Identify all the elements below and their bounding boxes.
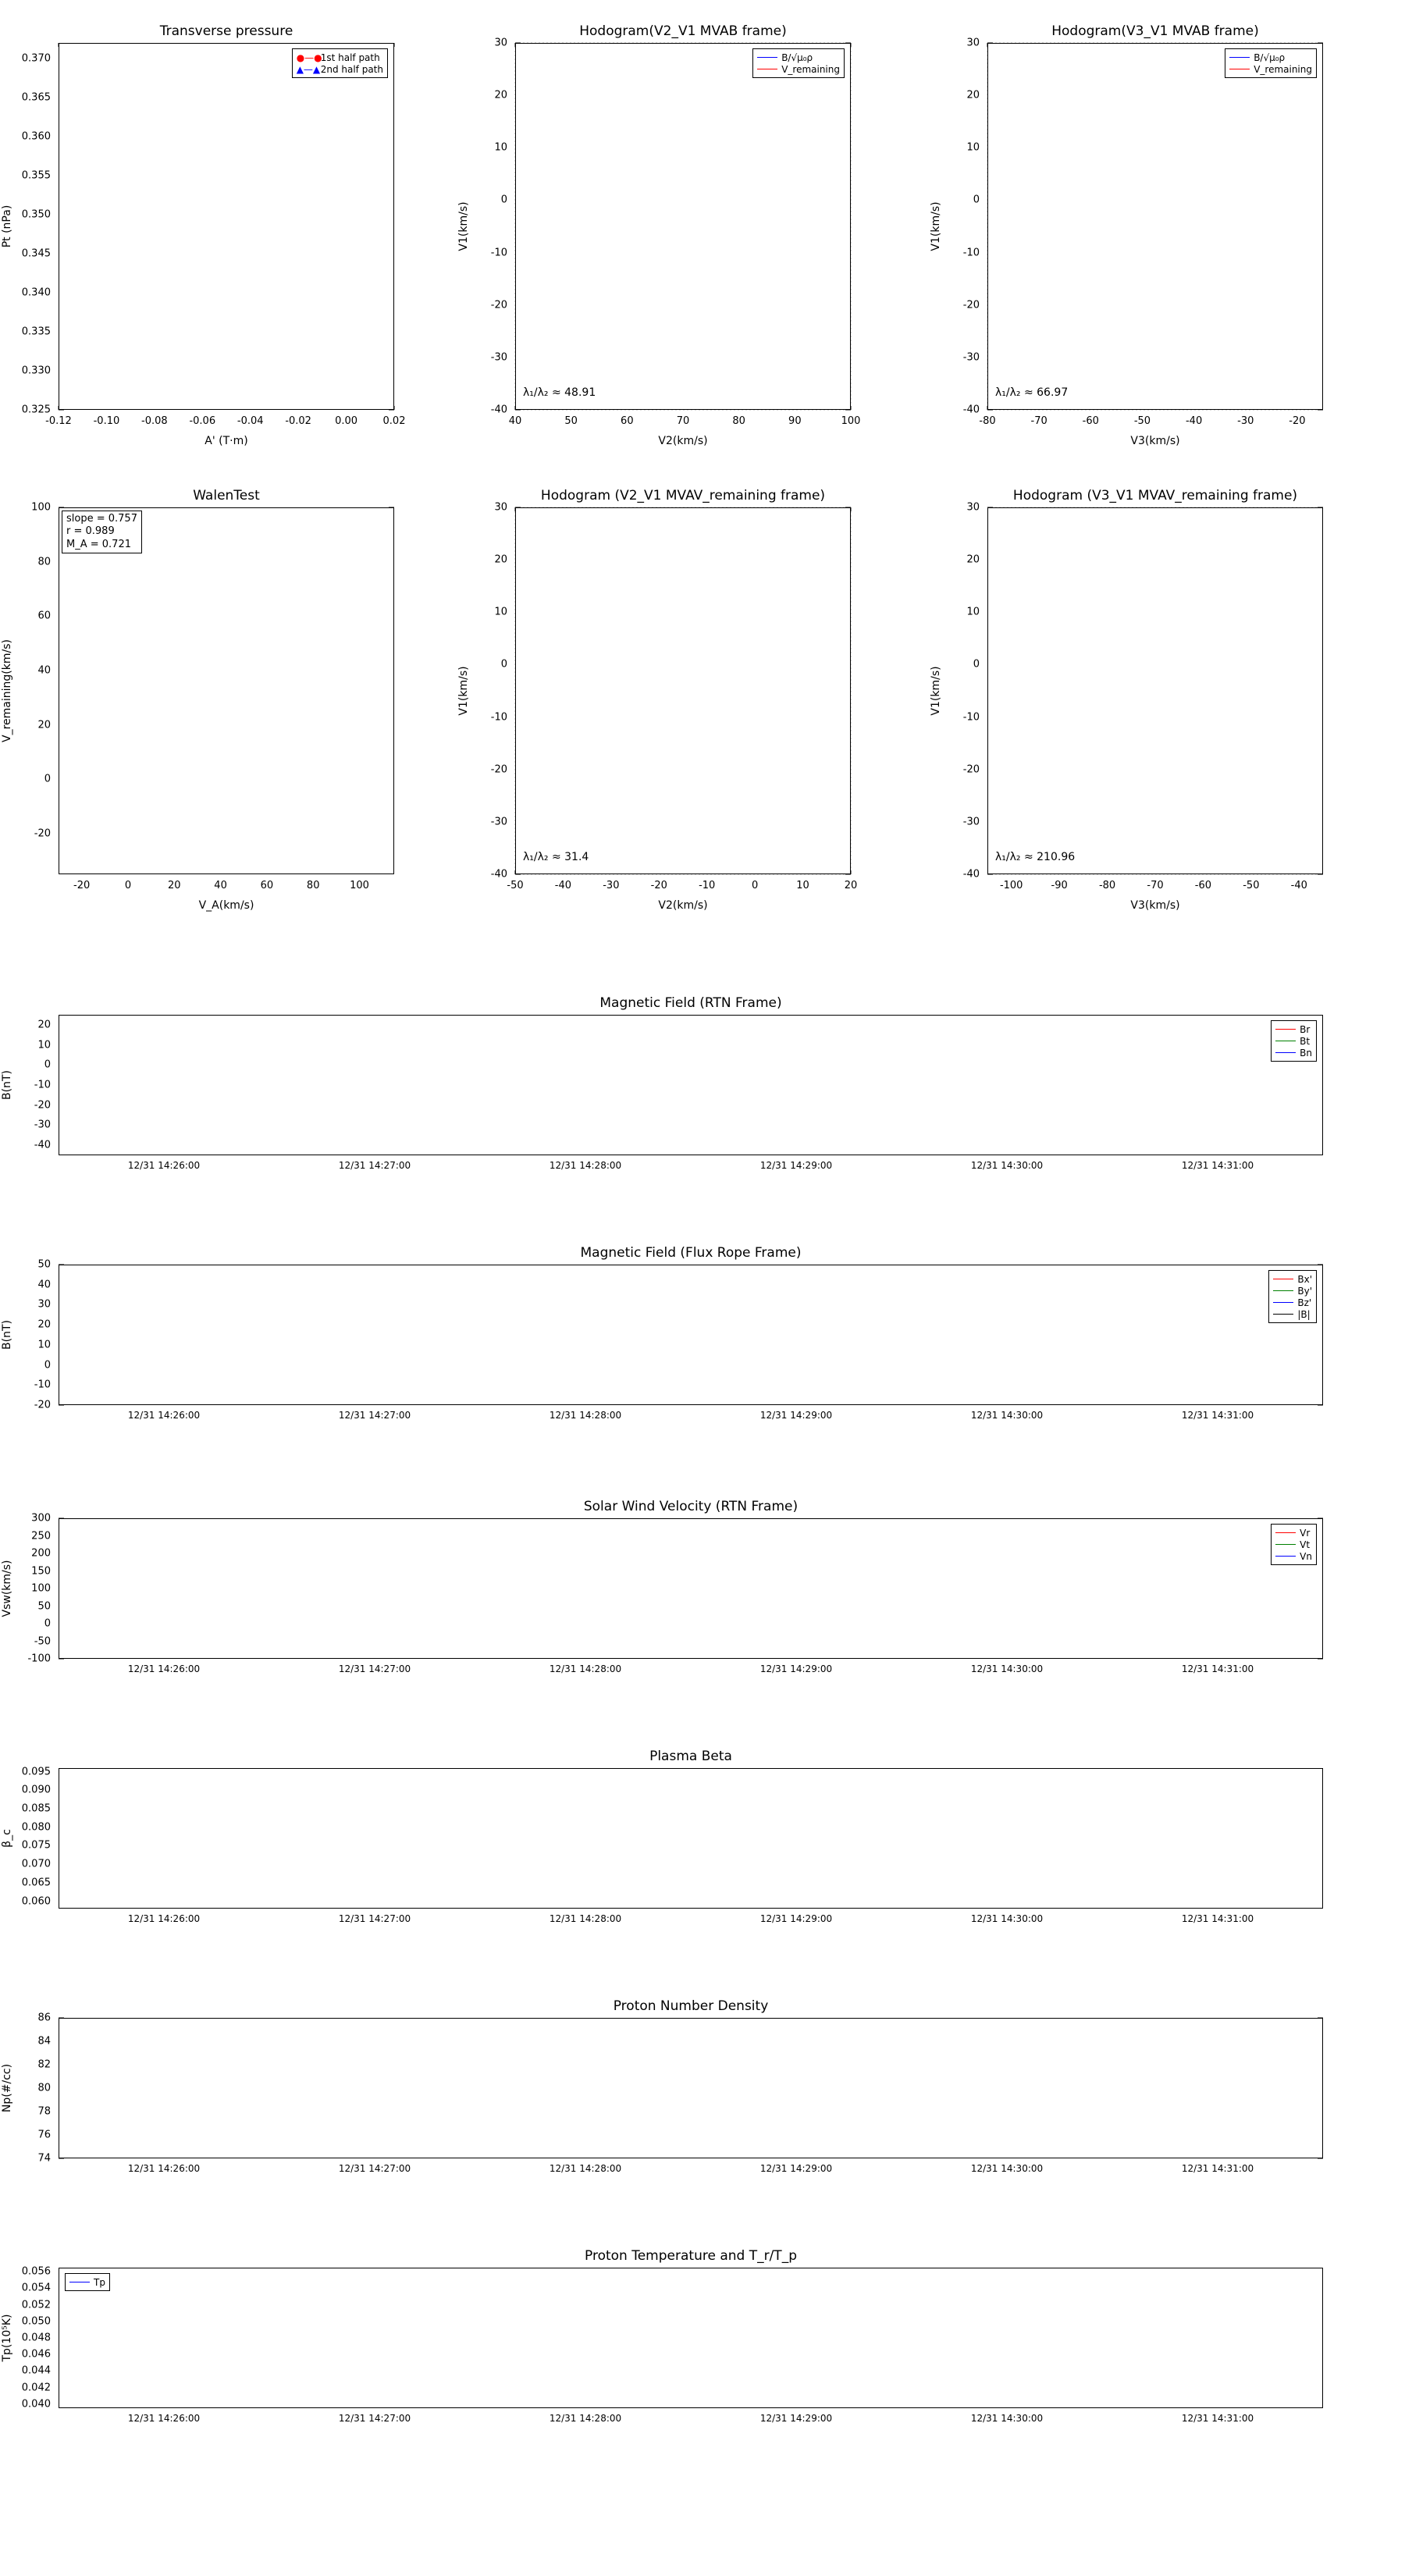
xtick-plasma-beta-2: 12/31 14:28:00 [549,1913,622,1924]
xtick-magnetic-field-fluxrope-4: 12/31 14:30:00 [970,1410,1044,1421]
stats-line: M_A = 0.721 [66,538,131,550]
legend-swatch: ▲—▲ [296,63,321,75]
chart-title-walen-test: WalenTest [193,488,260,503]
ytick-hodogram-v3v1-mvab-4: 0 [973,194,980,206]
legend-solar-wind-velocity[interactable] [1271,1524,1317,1565]
xtick-hodogram-v3v1-mvab-0: -80 [979,415,996,427]
ytick-hodogram-v2v1-mvav-4: 0 [500,658,507,671]
ytick-plasma-beta-2: 0.070 [21,1858,51,1870]
xtick-solar-wind-velocity-3: 12/31 14:29:00 [759,1663,833,1674]
ytick-transverse-pressure-0: 0.325 [21,404,51,416]
xtick-hodogram-v3v1-mvab-3: -50 [1133,415,1151,427]
xtick-magnetic-field-fluxrope-5: 12/31 14:31:00 [1181,1410,1254,1421]
legend-swatch [1275,1052,1296,1053]
legend-magnetic-field-fluxrope[interactable] [1268,1270,1317,1323]
ylabel-solar-wind-velocity: Vsw(km/s) [1,1560,13,1617]
ylabel-magnetic-field-rtn: B(nT) [1,1070,13,1100]
xtick-hodogram-v2v1-mvav-0: -50 [507,880,524,891]
ytick-solar-wind-velocity-8: 300 [31,1512,51,1525]
xlabel-hodogram-v2v1-mvav: V2(km/s) [658,899,708,912]
ytick-transverse-pressure-6: 0.355 [21,169,51,182]
axes-proton-temperature [59,2248,1323,2408]
ytick-proton-temperature-2: 0.044 [21,2364,51,2377]
ylabel-walen-test: V_remaining(km/s) [1,639,13,742]
xtick-transverse-pressure-4: -0.04 [237,415,264,427]
xtick-walen-test-2: 20 [167,880,181,891]
axes-magnetic-field-rtn [59,995,1323,1155]
ytick-hodogram-v2v1-mvab-5: 10 [494,141,507,154]
xtick-solar-wind-velocity-4: 12/31 14:30:00 [970,1663,1044,1674]
ylabel-transverse-pressure: Pt (nPa) [1,205,13,248]
xtick-hodogram-v3v1-mvab-1: -70 [1030,415,1048,427]
xtick-hodogram-v2v1-mvab-2: 60 [621,415,634,427]
legend-label: Bz' [1297,1297,1312,1308]
ytick-plasma-beta-4: 0.080 [21,1821,51,1834]
xtick-hodogram-v2v1-mvav-3: -20 [650,880,667,891]
xtick-transverse-pressure-6: 0.00 [335,415,358,427]
xtick-proton-temperature-0: 12/31 14:26:00 [127,2413,201,2424]
axes-plasma-beta [59,1749,1323,1909]
stats-box-walen-test [62,511,142,553]
chart-title-hodogram-v2v1-mvab: Hodogram(V2_V1 MVAB frame) [579,23,787,39]
xtick-hodogram-v2v1-mvab-5: 90 [788,415,802,427]
xlabel-transverse-pressure: A' (T·m) [205,435,248,447]
xtick-hodogram-v3v1-mvav-4: -60 [1194,880,1212,891]
xtick-proton-number-density-1: 12/31 14:27:00 [338,2163,411,2174]
xtick-hodogram-v3v1-mvav-3: -70 [1147,880,1164,891]
xtick-hodogram-v3v1-mvav-0: -100 [999,880,1023,891]
axes-solar-wind-velocity [59,1499,1323,1659]
xtick-hodogram-v2v1-mvav-7: 20 [844,880,858,891]
annotation-hodogram-v3v1-mvav: λ₁/λ₂ ≈ 210.96 [995,851,1076,863]
xtick-plasma-beta-5: 12/31 14:31:00 [1181,1913,1254,1924]
xtick-solar-wind-velocity-2: 12/31 14:28:00 [549,1663,622,1674]
ytick-hodogram-v2v1-mvav-7: 30 [494,501,507,514]
legend-hodogram-v2v1-mvab[interactable] [752,48,845,78]
xtick-magnetic-field-rtn-1: 12/31 14:27:00 [338,1160,411,1171]
xtick-proton-temperature-3: 12/31 14:29:00 [759,2413,833,2424]
ytick-solar-wind-velocity-6: 200 [31,1547,51,1560]
legend-label: 1st half path [320,52,380,63]
annotation-hodogram-v2v1-mvav: λ₁/λ₂ ≈ 31.4 [523,851,589,863]
annotation-hodogram-v3v1-mvab: λ₁/λ₂ ≈ 66.97 [995,386,1069,399]
ytick-proton-temperature-7: 0.054 [21,2282,51,2294]
ytick-solar-wind-velocity-2: 0 [44,1617,51,1630]
xtick-walen-test-6: 100 [350,880,369,891]
xtick-hodogram-v2v1-mvav-5: 0 [752,880,759,891]
ytick-proton-number-density-5: 84 [37,2035,51,2048]
xtick-hodogram-v2v1-mvav-6: 10 [796,880,809,891]
ytick-walen-test-6: 100 [31,501,51,514]
legend-swatch [1275,1029,1296,1030]
stats-line: slope = 0.757 [66,513,137,525]
xtick-hodogram-v2v1-mvav-4: -10 [699,880,716,891]
axes-hodogram-v2v1-mvab [515,23,851,410]
legend-label: V_remaining [781,63,840,75]
ytick-magnetic-field-rtn-1: -30 [34,1119,51,1131]
xtick-transverse-pressure-3: -0.06 [189,415,216,427]
ytick-solar-wind-velocity-3: 50 [37,1600,51,1612]
axes-proton-number-density [59,1998,1323,2158]
ytick-hodogram-v2v1-mvav-6: 20 [494,553,507,566]
ytick-plasma-beta-5: 0.085 [21,1802,51,1815]
xtick-hodogram-v2v1-mvab-3: 70 [676,415,690,427]
chart-title-magnetic-field-fluxrope: Magnetic Field (Flux Rope Frame) [580,1245,802,1261]
xtick-plasma-beta-3: 12/31 14:29:00 [759,1913,833,1924]
ytick-solar-wind-velocity-1: -50 [34,1635,51,1647]
ytick-magnetic-field-fluxrope-6: 40 [37,1279,51,1291]
ytick-walen-test-3: 40 [37,664,51,677]
ytick-transverse-pressure-8: 0.365 [21,91,51,104]
xtick-hodogram-v2v1-mvav-2: -30 [603,880,620,891]
ytick-hodogram-v3v1-mvab-1: -30 [962,351,980,364]
ylabel-hodogram-v3v1-mvav: V1(km/s) [930,666,942,716]
legend-label: By' [1297,1285,1312,1297]
legend-entry [1275,1023,1312,1035]
legend-entry [1229,52,1312,63]
ytick-proton-temperature-6: 0.052 [21,2299,51,2311]
ytick-transverse-pressure-1: 0.330 [21,365,51,377]
ytick-proton-temperature-3: 0.046 [21,2348,51,2361]
xtick-proton-number-density-3: 12/31 14:29:00 [759,2163,833,2174]
legend-swatch [1273,1290,1293,1291]
legend-entry [1229,63,1312,75]
legend-entry [1273,1297,1312,1308]
xtick-transverse-pressure-2: -0.08 [141,415,168,427]
annotation-hodogram-v2v1-mvab: λ₁/λ₂ ≈ 48.91 [523,386,596,399]
ytick-magnetic-field-rtn-6: 20 [37,1019,51,1031]
ytick-hodogram-v2v1-mvav-3: -10 [490,711,507,724]
legend-label: Bx' [1297,1273,1312,1285]
legend-hodogram-v3v1-mvab[interactable] [1225,48,1317,78]
legend-entry [1273,1285,1312,1297]
ytick-magnetic-field-rtn-4: 0 [44,1059,51,1071]
ylabel-hodogram-v2v1-mvav: V1(km/s) [457,666,470,716]
ylabel-hodogram-v3v1-mvab: V1(km/s) [930,201,942,251]
ytick-solar-wind-velocity-4: 100 [31,1582,51,1595]
ytick-hodogram-v3v1-mvav-7: 30 [966,501,980,514]
ytick-transverse-pressure-9: 0.370 [21,52,51,65]
legend-label: Bt [1300,1035,1311,1047]
ytick-proton-number-density-1: 76 [37,2129,51,2141]
ytick-hodogram-v2v1-mvab-4: 0 [500,194,507,206]
ytick-hodogram-v2v1-mvab-2: -20 [490,299,507,311]
ytick-plasma-beta-0: 0.060 [21,1895,51,1908]
xtick-hodogram-v2v1-mvab-0: 40 [508,415,522,427]
ytick-hodogram-v3v1-mvab-6: 20 [966,89,980,101]
legend-swatch [1275,1556,1296,1557]
chart-title-solar-wind-velocity: Solar Wind Velocity (RTN Frame) [583,1499,799,1514]
xtick-proton-temperature-5: 12/31 14:31:00 [1181,2413,1254,2424]
xtick-proton-number-density-4: 12/31 14:30:00 [970,2163,1044,2174]
xtick-plasma-beta-0: 12/31 14:26:00 [127,1913,201,1924]
xtick-transverse-pressure-1: -0.10 [93,415,120,427]
legend-magnetic-field-rtn[interactable] [1271,1020,1317,1062]
ytick-magnetic-field-fluxrope-5: 30 [37,1298,51,1311]
xtick-hodogram-v2v1-mvab-6: 100 [841,415,861,427]
xtick-hodogram-v3v1-mvab-4: -40 [1185,415,1203,427]
ytick-solar-wind-velocity-5: 150 [31,1565,51,1577]
xtick-hodogram-v2v1-mvav-1: -40 [554,880,572,891]
chart-title-proton-temperature: Proton Temperature and T_r/T_p [585,2248,797,2264]
ytick-proton-number-density-2: 78 [37,2105,51,2118]
ytick-proton-number-density-0: 74 [37,2152,51,2165]
legend-entry [1275,1035,1312,1047]
ytick-walen-test-2: 20 [37,719,51,731]
ylabel-proton-number-density: Np(#/cc) [1,2063,13,2113]
xlabel-hodogram-v3v1-mvab: V3(km/s) [1130,435,1180,447]
xtick-plasma-beta-4: 12/31 14:30:00 [970,1913,1044,1924]
ytick-magnetic-field-rtn-0: -40 [34,1139,51,1151]
xtick-hodogram-v3v1-mvav-1: -90 [1051,880,1068,891]
ytick-plasma-beta-6: 0.090 [21,1784,51,1796]
ytick-walen-test-5: 80 [37,556,51,568]
xtick-hodogram-v3v1-mvab-5: -30 [1237,415,1254,427]
legend-swatch [1229,57,1250,58]
legend-entry [1275,1527,1312,1539]
ytick-magnetic-field-fluxrope-7: 50 [37,1258,51,1271]
ytick-hodogram-v3v1-mvab-7: 30 [966,37,980,49]
xtick-walen-test-3: 40 [214,880,227,891]
xtick-magnetic-field-fluxrope-1: 12/31 14:27:00 [338,1410,411,1421]
ytick-magnetic-field-rtn-3: -10 [34,1079,51,1091]
chart-title-magnetic-field-rtn: Magnetic Field (RTN Frame) [599,995,782,1011]
chart-title-plasma-beta: Plasma Beta [649,1749,732,1764]
xtick-proton-temperature-2: 12/31 14:28:00 [549,2413,622,2424]
xtick-magnetic-field-fluxrope-2: 12/31 14:28:00 [549,1410,622,1421]
ytick-plasma-beta-7: 0.095 [21,1766,51,1778]
ytick-proton-number-density-6: 86 [37,2012,51,2024]
ytick-hodogram-v2v1-mvav-1: -30 [490,816,507,828]
xtick-walen-test-5: 80 [306,880,320,891]
xtick-magnetic-field-rtn-2: 12/31 14:28:00 [549,1160,622,1171]
ytick-walen-test-1: 0 [44,773,51,785]
legend-entry [1273,1273,1312,1285]
xtick-hodogram-v3v1-mvab-2: -60 [1082,415,1099,427]
xtick-hodogram-v3v1-mvav-6: -40 [1290,880,1307,891]
legend-label: |B| [1297,1308,1311,1320]
ytick-solar-wind-velocity-0: -100 [27,1653,51,1665]
xlabel-walen-test: V_A(km/s) [198,899,254,912]
chart-title-hodogram-v3v1-mvav: Hodogram (V3_V1 MVAV_remaining frame) [1012,488,1298,503]
ytick-magnetic-field-fluxrope-0: -20 [34,1399,51,1411]
xtick-magnetic-field-fluxrope-3: 12/31 14:29:00 [759,1410,833,1421]
xtick-magnetic-field-rtn-0: 12/31 14:26:00 [127,1160,201,1171]
ytick-proton-temperature-0: 0.040 [21,2398,51,2411]
ytick-hodogram-v2v1-mvab-3: -10 [490,247,507,259]
legend-label: 2nd half path [320,63,383,75]
xtick-transverse-pressure-0: -0.12 [45,415,72,427]
chart-title-hodogram-v3v1-mvab: Hodogram(V3_V1 MVAB frame) [1051,23,1259,39]
axes-transverse-pressure [59,23,394,410]
legend-label: V_remaining [1254,63,1312,75]
ylabel-proton-temperature: Tp(10⁵K) [1,2314,13,2362]
legend-label: Tp [94,2276,105,2288]
xtick-magnetic-field-rtn-3: 12/31 14:29:00 [759,1160,833,1171]
xtick-plasma-beta-1: 12/31 14:27:00 [338,1913,411,1924]
xtick-solar-wind-velocity-1: 12/31 14:27:00 [338,1663,411,1674]
legend-label: Vr [1300,1527,1311,1539]
xtick-proton-temperature-1: 12/31 14:27:00 [338,2413,411,2424]
ytick-hodogram-v3v1-mvav-6: 20 [966,553,980,566]
axes-hodogram-v2v1-mvav [515,488,851,874]
legend-swatch [1273,1302,1293,1303]
axes-magnetic-field-fluxrope [59,1245,1323,1405]
legend-transverse-pressure[interactable] [292,48,388,78]
legend-label: B/√μ₀ρ [1254,52,1286,63]
legend-entry [297,63,383,75]
axes-hodogram-v3v1-mvav [987,488,1323,874]
ytick-transverse-pressure-4: 0.345 [21,247,51,260]
xtick-magnetic-field-fluxrope-0: 12/31 14:26:00 [127,1410,201,1421]
ytick-hodogram-v2v1-mvab-1: -30 [490,351,507,364]
chart-title-transverse-pressure: Transverse pressure [159,23,293,39]
legend-entry [1275,1047,1312,1059]
xtick-hodogram-v2v1-mvab-1: 50 [564,415,578,427]
legend-entry [757,52,840,63]
ytick-magnetic-field-fluxrope-3: 10 [37,1339,51,1351]
legend-swatch: ●—● [296,52,322,63]
legend-entry [1275,1539,1312,1550]
legend-swatch [1275,1532,1296,1533]
ytick-magnetic-field-rtn-5: 10 [37,1039,51,1051]
ytick-proton-temperature-1: 0.042 [21,2382,51,2394]
ytick-hodogram-v3v1-mvab-2: -20 [962,299,980,311]
legend-label: Br [1300,1023,1311,1035]
ytick-hodogram-v3v1-mvav-4: 0 [973,658,980,671]
xtick-hodogram-v3v1-mvab-6: -20 [1289,415,1306,427]
axes-walen-test [59,488,394,874]
axes-hodogram-v3v1-mvab [987,23,1323,410]
ytick-transverse-pressure-2: 0.335 [21,326,51,338]
ytick-solar-wind-velocity-7: 250 [31,1530,51,1542]
xtick-walen-test-0: -20 [73,880,91,891]
ytick-hodogram-v2v1-mvav-5: 10 [494,606,507,618]
legend-entry [757,63,840,75]
ytick-hodogram-v2v1-mvab-0: -40 [490,404,507,416]
legend-swatch [1273,1314,1293,1315]
ytick-hodogram-v3v1-mvab-0: -40 [962,404,980,416]
xtick-hodogram-v3v1-mvav-5: -50 [1243,880,1260,891]
ylabel-hodogram-v2v1-mvab: V1(km/s) [457,201,470,251]
ytick-hodogram-v3v1-mvav-0: -40 [962,868,980,881]
xtick-solar-wind-velocity-0: 12/31 14:26:00 [127,1663,201,1674]
xtick-walen-test-4: 60 [260,880,274,891]
xtick-proton-temperature-4: 12/31 14:30:00 [970,2413,1044,2424]
xtick-hodogram-v2v1-mvab-4: 80 [732,415,745,427]
ytick-transverse-pressure-5: 0.350 [21,208,51,221]
xtick-solar-wind-velocity-5: 12/31 14:31:00 [1181,1663,1254,1674]
ytick-hodogram-v3v1-mvab-3: -10 [962,247,980,259]
legend-entry [1273,1308,1312,1320]
ytick-hodogram-v2v1-mvav-2: -20 [490,763,507,776]
chart-title-proton-number-density: Proton Number Density [613,1998,769,2014]
legend-label: Vn [1300,1550,1312,1562]
ytick-plasma-beta-1: 0.065 [21,1877,51,1889]
legend-swatch [757,57,777,58]
ytick-magnetic-field-fluxrope-4: 20 [37,1318,51,1331]
chart-title-hodogram-v2v1-mvav: Hodogram (V2_V1 MVAV_remaining frame) [540,488,826,503]
xtick-proton-number-density-2: 12/31 14:28:00 [549,2163,622,2174]
xtick-proton-number-density-5: 12/31 14:31:00 [1181,2163,1254,2174]
stats-line: r = 0.989 [66,525,115,538]
xtick-transverse-pressure-7: 0.02 [382,415,406,427]
xlabel-hodogram-v3v1-mvav: V3(km/s) [1130,899,1180,912]
ytick-hodogram-v3v1-mvav-1: -30 [962,816,980,828]
ytick-walen-test-0: -20 [34,827,51,840]
ytick-magnetic-field-rtn-2: -20 [34,1099,51,1112]
ytick-hodogram-v3v1-mvav-3: -10 [962,711,980,724]
xtick-hodogram-v3v1-mvav-2: -80 [1098,880,1116,891]
xtick-magnetic-field-rtn-4: 12/31 14:30:00 [970,1160,1044,1171]
legend-entry [297,52,383,63]
ytick-proton-number-density-3: 80 [37,2082,51,2094]
ytick-proton-temperature-5: 0.050 [21,2315,51,2328]
ytick-hodogram-v3v1-mvab-5: 10 [966,141,980,154]
ytick-magnetic-field-fluxrope-1: -10 [34,1379,51,1391]
ytick-hodogram-v3v1-mvav-5: 10 [966,606,980,618]
legend-entry [69,2276,105,2288]
xtick-proton-number-density-0: 12/31 14:26:00 [127,2163,201,2174]
ytick-walen-test-4: 60 [37,610,51,622]
ytick-hodogram-v2v1-mvab-7: 30 [494,37,507,49]
legend-swatch [1275,1544,1296,1545]
legend-entry [1275,1550,1312,1562]
legend-label: B/√μ₀ρ [781,52,813,63]
xtick-walen-test-1: 0 [124,880,132,891]
ytick-magnetic-field-fluxrope-2: 0 [44,1359,51,1372]
ytick-hodogram-v2v1-mvav-0: -40 [490,868,507,881]
ytick-transverse-pressure-3: 0.340 [21,286,51,299]
ytick-hodogram-v3v1-mvav-2: -20 [962,763,980,776]
legend-proton-temperature[interactable] [65,2273,110,2291]
ytick-proton-number-density-4: 82 [37,2058,51,2071]
xlabel-hodogram-v2v1-mvab: V2(km/s) [658,435,708,447]
ytick-transverse-pressure-7: 0.360 [21,130,51,143]
legend-label: Bn [1300,1047,1312,1059]
ytick-proton-temperature-8: 0.056 [21,2265,51,2278]
ytick-plasma-beta-3: 0.075 [21,1839,51,1852]
xtick-transverse-pressure-5: -0.02 [285,415,311,427]
ytick-hodogram-v2v1-mvab-6: 20 [494,89,507,101]
legend-label: Vt [1300,1539,1311,1550]
ylabel-plasma-beta: β_c [1,1829,13,1848]
ytick-proton-temperature-4: 0.048 [21,2332,51,2344]
xtick-magnetic-field-rtn-5: 12/31 14:31:00 [1181,1160,1254,1171]
ylabel-magnetic-field-fluxrope: B(nT) [1,1320,13,1350]
